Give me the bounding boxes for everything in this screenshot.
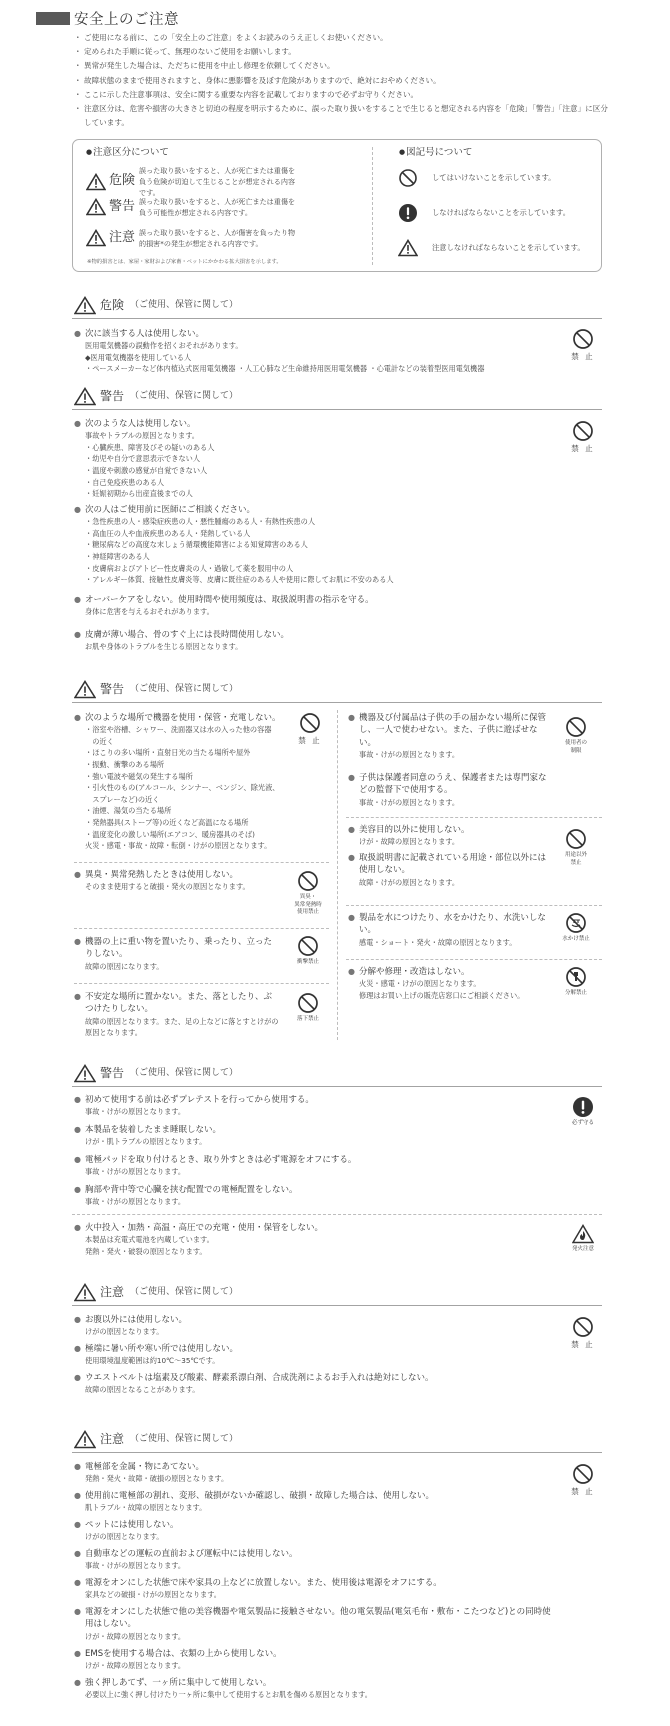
item-divider — [346, 905, 602, 906]
list-item — [74, 936, 279, 972]
item-detail: 感電・ショート・発火・故障の原因となります。 — [359, 937, 517, 947]
legend-left-title: ● 注意区分について — [86, 146, 169, 160]
prohibition-icon — [572, 1463, 594, 1485]
intro-item: ・ 定められた手順に従って、無理のないご使用をお願いします。 — [74, 45, 614, 59]
item-heading: ● 不安定な場所に置かない。また、落としたり、ぶつけたりしない。 — [74, 991, 279, 1016]
section-level: 注意 — [100, 1284, 125, 1299]
item-heading: ● 次に該当する人は使用しない。 — [74, 328, 554, 340]
item-detail: 肌トラブル・故障の原因となります。 — [85, 1503, 207, 1513]
section-subtitle: （ご使用、保管に関して） — [130, 299, 239, 310]
column-divider — [337, 710, 338, 1040]
prohibit-mark — [288, 712, 332, 747]
item-heading: ● 火中投入・加熱・高温・高圧での充電・使用・保管をしない。 — [74, 1222, 554, 1234]
item-heading: ● ペットには使用しない。 — [74, 1519, 554, 1531]
section-subtitle: （ご使用、保管に関して） — [130, 1433, 239, 1444]
item-detail: 事故・けがの原因となります。 — [85, 1197, 186, 1207]
item-heading: ● ウエストベルトは塩素及び酸素、酵素系漂白剤、合成洗剤によるお手入れは絶対にしない。 — [74, 1372, 554, 1384]
must-follow-mark — [561, 1096, 605, 1128]
section-rule — [72, 318, 602, 319]
list-item — [74, 1677, 554, 1701]
item-detail: けが・故障の原因となります。 — [359, 837, 460, 847]
intro-item: ・ ここに示した注意事項は、安全に関する重要な内容を記載しておりますので必ずお守りください。 — [74, 88, 614, 102]
item-detail: けがの原因となります。 — [85, 1327, 164, 1337]
level-row-caution — [86, 227, 299, 249]
prohibit-mark — [561, 1463, 605, 1498]
list-item — [74, 504, 554, 586]
section-subtitle: （ご使用、保管に関して） — [130, 1286, 239, 1297]
mark-label: 水かけ禁止 — [562, 936, 590, 942]
symbol-row-mandatory — [398, 203, 570, 223]
no-water-icon — [565, 912, 587, 934]
list-item — [348, 852, 548, 888]
mark-label: 発火注意 — [571, 1246, 594, 1252]
section-rule — [72, 1086, 602, 1087]
item-detail: 火災・感電・けがの原因となります。 修理はお買い上げの販売店窓口にご相談ください。 — [359, 979, 525, 1000]
symbol-row-prohibit — [398, 168, 555, 188]
prohibition-icon — [565, 716, 587, 738]
section-heading-danger — [74, 296, 238, 315]
list-item — [74, 1124, 554, 1148]
prohibit-mark — [561, 420, 605, 455]
warning-triangle-icon — [74, 296, 96, 315]
item-heading: ● 強く押しあてず、一ヶ所に集中して使用しない。 — [74, 1677, 554, 1689]
warning-triangle-icon — [74, 1064, 96, 1083]
item-detail: ・浴室や浴槽、シャワー、洗面器又は水の入った他の容器 の近く ・ほこりの多い場所・直射日光の当たる場所や屋外 ・振動、衝撃のある場所 ・強い電波や磁気の発生する場所 ・引火性のもの(アルコール、シンナー、ベンジン、除光液、 スプレーなど)の近く ・油煙、湯気の当たる場所 ・発熱器具(ストーブ等)の近くなど高温になる場所 ・温度変化の激しい場所(エアコン、暖房器具のそば) 火災・感電・事故・故障・転倒・けがの原因となります。 — [85, 725, 280, 851]
item-heading: ● お腹以外には使用しない。 — [74, 1314, 554, 1326]
list-item — [74, 1606, 559, 1642]
list-item — [74, 328, 554, 375]
item-detail: 家具などの破損・けがの原因となります。 — [85, 1590, 221, 1600]
disassemble-prohibit-mark — [554, 966, 598, 998]
list-item — [74, 594, 554, 618]
list-item — [348, 966, 548, 1001]
warning-triangle-icon — [74, 680, 96, 699]
item-heading: ● オーバーケアをしない。使用時間や使用頻度は、取扱説明書の指示を守る。 — [74, 594, 554, 606]
section-rule — [72, 702, 602, 703]
list-item — [348, 824, 548, 848]
level-name: 警告 — [109, 198, 136, 214]
prohibition-icon — [565, 828, 587, 850]
prohibition-icon — [297, 870, 319, 892]
item-detail: お肌や身体のトラブルを生じる原因となります。 — [85, 642, 243, 652]
item-heading: ● 機器及び付属品は子供の手の届かない場所に保管し、一人で使わせない。また、子供に遊ばせない。 — [348, 712, 548, 749]
item-divider — [74, 983, 329, 984]
section-heading-warning — [74, 387, 238, 406]
list-item — [74, 629, 554, 653]
intro-item: ・ ご使用になる前に、この「安全上のご注意」をよくお読みのうえ正しくお使いください。 — [74, 31, 614, 45]
mark-label: 落下禁止 — [296, 1016, 319, 1022]
item-detail: 事故・けがの原因となります。 — [359, 797, 460, 807]
section-heading-warning — [74, 1064, 238, 1083]
item-heading: ● 電源をオンにした状態で床や家具の上などに放置しない。また、使用後は電源をオフにする。 — [74, 1577, 559, 1589]
water-prohibit-mark — [554, 912, 598, 944]
title-bar-decoration — [36, 12, 70, 25]
item-detail: 使用環境温度範囲は約10℃〜35℃です。 — [85, 1356, 220, 1366]
list-item — [74, 1372, 554, 1396]
list-item — [74, 869, 284, 893]
mark-label: 禁 止 — [571, 352, 595, 361]
section-subtitle: （ご使用、保管に関して） — [130, 390, 239, 401]
item-detail: 故障の原因となることがあります。 — [85, 1385, 200, 1395]
item-detail: 事故・けがの原因となります。 — [85, 1561, 186, 1571]
abnormal-use-prohibit-mark — [286, 870, 330, 917]
item-detail: 本製品は充電式電池を内蔵しています。 発熱・発火・破裂の原因となります。 — [85, 1235, 214, 1256]
item-heading: ● 電極部を金属・物にあてない。 — [74, 1461, 554, 1473]
list-item — [74, 1222, 554, 1257]
section-heading-warning — [74, 680, 238, 699]
item-detail: 事故やトラブルの原因となります。 ・心臓疾患、障害及びその疑いのある人 ・幼児や自分で意思表示できない人 ・温度や刺激の感覚が自覚できない人 ・自己免疫疾患のある人 ・妊娠初期から出産直後までの人 — [85, 431, 215, 499]
level-description: 誤った取り扱いをすると、人が死亡または重傷を負う可能性が想定される内容です。 — [139, 197, 296, 217]
warning-triangle-icon — [86, 229, 106, 247]
symbol-description: してはいけないことを示しています。 — [432, 172, 556, 182]
fire-caution-icon — [572, 1224, 594, 1244]
intro-item: ・ 注意区分は、危害や損害の大きさと切迫の程度を明示するために、誤った取り扱いをすることで生じると想定される内容を「危険」「警告」「注意」に区分しています。 — [74, 102, 614, 130]
item-divider — [72, 1214, 602, 1215]
section-heading-caution — [74, 1430, 238, 1449]
item-detail: 事故・けがの原因となります。 — [85, 1167, 186, 1177]
item-heading: ● 使用前に電極部の割れ、変形、破損がないか確認し、破損・故障した場合は、使用しない。 — [74, 1490, 554, 1502]
mark-label: 必ず守る — [571, 1120, 594, 1126]
item-heading: ● 分解や修理・改造はしない。 — [348, 966, 548, 978]
item-detail: そのまま使用すると破損・発火の原因となります。 — [85, 882, 250, 892]
list-item — [74, 1314, 554, 1338]
list-item — [74, 1519, 554, 1543]
other-use-prohibit-mark — [554, 828, 598, 867]
mark-label: 禁 止 — [571, 1487, 595, 1496]
mark-label: 禁 止 — [571, 444, 595, 453]
intro-list — [74, 31, 614, 130]
item-detail: けが・肌トラブルの原因となります。 — [85, 1137, 207, 1147]
item-detail: けが・故障の原因となります。 — [85, 1631, 186, 1641]
section-level: 警告 — [100, 1065, 125, 1080]
warning-triangle-icon — [86, 198, 106, 216]
section-subtitle: （ご使用、保管に関して） — [130, 683, 239, 694]
list-item — [74, 1184, 554, 1208]
warning-triangle-icon — [74, 1430, 96, 1449]
item-heading: ● 本製品を装着したまま睡眠しない。 — [74, 1124, 554, 1136]
section-level: 危険 — [100, 297, 125, 312]
impact-prohibit-mark — [286, 935, 330, 967]
item-detail: 医用電気機器の誤動作を招くおそれがあります。 ◆医用電気機器を使用している人 ・ペースメーカーなど体内植込式医用電気機器 ・人工心肺など生命維持用医用電気機器 ・心電計などの装着型医用電気機器 — [85, 341, 485, 374]
item-detail: 事故・けがの原因となります。 — [85, 1107, 186, 1117]
warning-triangle-icon — [74, 387, 96, 406]
list-item — [74, 1094, 554, 1118]
item-heading: ● 電源をオンにした状態で他の美容機器や電気製品に接触させない。他の電気製品(電気毛布・敷布・こたつなど)との同時使用はしない。 — [74, 1606, 559, 1631]
mark-label: 衝撃禁止 — [296, 959, 319, 965]
symbol-description: 注意しなければならないことを示しています。 — [432, 242, 585, 252]
prohibition-icon — [572, 328, 594, 350]
list-item — [348, 772, 548, 808]
item-heading: ● 取扱説明書に記載されている用途・部位以外には使用しない。 — [348, 852, 548, 877]
item-detail: 故障の原因になります。 — [85, 961, 164, 971]
prohibition-icon — [297, 992, 319, 1014]
list-item — [74, 1461, 554, 1485]
warning-triangle-icon — [74, 1283, 96, 1302]
item-heading: ● 皮膚が薄い場合、骨のすぐ上には長時間使用しない。 — [74, 629, 554, 641]
item-heading: ● EMSを使用する場合は、衣類の上から使用しない。 — [74, 1648, 554, 1660]
prohibition-icon — [398, 168, 418, 188]
section-heading-caution — [74, 1283, 238, 1302]
level-row-warning — [86, 196, 299, 218]
item-divider — [346, 959, 602, 960]
intro-item: ・ 故障状態のままで使用されますと、身体に悪影響を及ぼす危険がありますので、絶対におやめください。 — [74, 74, 614, 88]
symbol-row-caution — [398, 239, 585, 257]
item-divider — [74, 862, 329, 863]
list-item — [74, 1577, 559, 1601]
section-level: 注意 — [100, 1431, 125, 1446]
mark-label: 使用者の 制限 — [564, 740, 587, 754]
user-restriction-mark — [554, 716, 598, 755]
mark-label: 用途以外 禁止 — [564, 852, 587, 866]
section-level: 警告 — [100, 681, 125, 696]
item-detail: けが・故障の原因となります。 — [85, 1661, 186, 1671]
item-heading: ● 異臭・異常発熱したときは使用しない。 — [74, 869, 284, 881]
item-detail: 事故・けがの原因となります。 — [359, 749, 460, 759]
item-heading: ● 製品を水につけたり、水をかけたり、水洗いしない。 — [348, 912, 548, 937]
legend-footnote: ※物的損害とは、家屋・家財および家畜・ペットにかかわる拡大損害を示します。 — [87, 259, 282, 265]
prohibition-icon — [572, 420, 594, 442]
item-heading: ● 子供は保護者同意のうえ、保護者または専門家などの監督下で使用する。 — [348, 772, 548, 797]
item-heading: ● 機器の上に重い物を置いたり、乗ったり、立ったりしない。 — [74, 936, 279, 961]
item-detail: 必要以上に強く押し付けたり一ヶ所に集中して使用するとお肌を傷める原因となります。 — [85, 1690, 372, 1700]
intro-item: ・ 異常が発生した場合は、ただちに使用を中止し修理を依頼してください。 — [74, 59, 614, 73]
list-item — [74, 1490, 554, 1514]
section-subtitle: （ご使用、保管に関して） — [130, 1067, 239, 1078]
item-detail: 故障の原因となります。また、足の上などに落とすとけがの原因となります。 — [85, 1016, 279, 1038]
list-item — [348, 712, 548, 760]
level-description: 誤った取り扱いをすると、人が死亡または重傷を負う危険が切迫して生じることが想定される内容です。 — [139, 166, 296, 197]
mark-label: 禁 止 — [571, 1340, 595, 1349]
prohibit-mark — [561, 1316, 605, 1351]
item-heading: ● 次のような人は使用しない。 — [74, 418, 554, 430]
item-heading: ● 極端に暑い所や寒い所では使用しない。 — [74, 1343, 554, 1355]
drop-prohibit-mark — [286, 992, 330, 1024]
list-item — [74, 1648, 554, 1672]
item-heading: ● 胸部や背中等で心臓を挟む配置での電極配置をしない。 — [74, 1184, 554, 1196]
prohibit-mark — [561, 328, 605, 363]
item-heading: ● 次のような場所で機器を使用・保管・充電しない。 — [74, 712, 296, 724]
section-rule — [72, 409, 602, 410]
section-rule — [72, 1305, 602, 1306]
legend-right-title: ● 図記号について — [399, 146, 472, 160]
fire-caution-mark — [561, 1224, 605, 1254]
list-item — [74, 991, 279, 1039]
page-title: 安全上のご注意 — [74, 12, 179, 28]
section-level: 警告 — [100, 388, 125, 403]
mandatory-icon — [572, 1096, 594, 1118]
level-description: 誤った取り扱いをすると、人が傷害を負ったり物的損害*の発生が想定される内容です。 — [139, 228, 296, 248]
warning-triangle-icon — [86, 173, 106, 191]
item-heading: ● 美容目的以外に使用しない。 — [348, 824, 548, 836]
prohibition-icon — [572, 1316, 594, 1338]
list-item — [74, 418, 554, 500]
section-rule — [72, 1452, 602, 1453]
mark-label: 異臭・ 異常発熱時 使用禁止 — [294, 894, 322, 915]
item-detail: ・急性疾患の人・感染症疾患の人・悪性腫瘍のある人・有熱性疾患の人 ・高血圧の人や血液疾患のある人・発熱している人 ・糖尿病などの高度な末しょう循環機能障害による知覚障害のある人 ・神経障害のある人 ・皮膚病およびアトピー性皮膚炎の人・過敏して薬を服用中の人 ・アレルギー体質、接触性皮膚炎等、皮膚に既往症のある人や使用に際してお肌に不安のある人 — [85, 517, 394, 585]
item-detail: けがの原因となります。 — [85, 1532, 164, 1542]
mandatory-icon — [398, 203, 418, 223]
mark-label: 禁 止 — [298, 736, 322, 745]
prohibition-icon — [297, 935, 319, 957]
level-row-danger — [86, 165, 299, 198]
item-divider — [74, 928, 329, 929]
mark-label: 分解禁止 — [564, 990, 587, 996]
no-disassembly-icon — [565, 966, 587, 988]
item-heading: ● 初めて使用する前は必ずプレテストを行ってから使用する。 — [74, 1094, 554, 1106]
legend-divider — [372, 147, 373, 265]
item-detail: 身体に危害を与えるおそれがあります。 — [85, 607, 214, 617]
list-item — [348, 912, 548, 948]
list-item — [74, 1154, 554, 1178]
caution-icon — [398, 239, 418, 257]
level-name: 危険 — [109, 173, 136, 189]
list-item — [74, 1343, 554, 1367]
symbol-description: しなければならないことを示しています。 — [432, 207, 571, 217]
item-heading: ● 自動車などの運転の直前および運転中には使用しない。 — [74, 1548, 554, 1560]
level-name: 注意 — [109, 229, 136, 245]
item-divider — [346, 817, 602, 818]
item-heading: ● 電極パッドを取り付けるとき、取り外すときは必ず電源をオフにする。 — [74, 1154, 554, 1166]
prohibition-icon — [299, 712, 321, 734]
item-detail: 発熱・発火・故障・破損の原因となります。 — [85, 1474, 229, 1484]
item-heading: ● 次の人はご使用前に医師にご相談ください。 — [74, 504, 554, 516]
list-item — [74, 712, 296, 852]
list-item — [74, 1548, 554, 1572]
item-detail: 故障・けがの原因となります。 — [359, 877, 460, 887]
